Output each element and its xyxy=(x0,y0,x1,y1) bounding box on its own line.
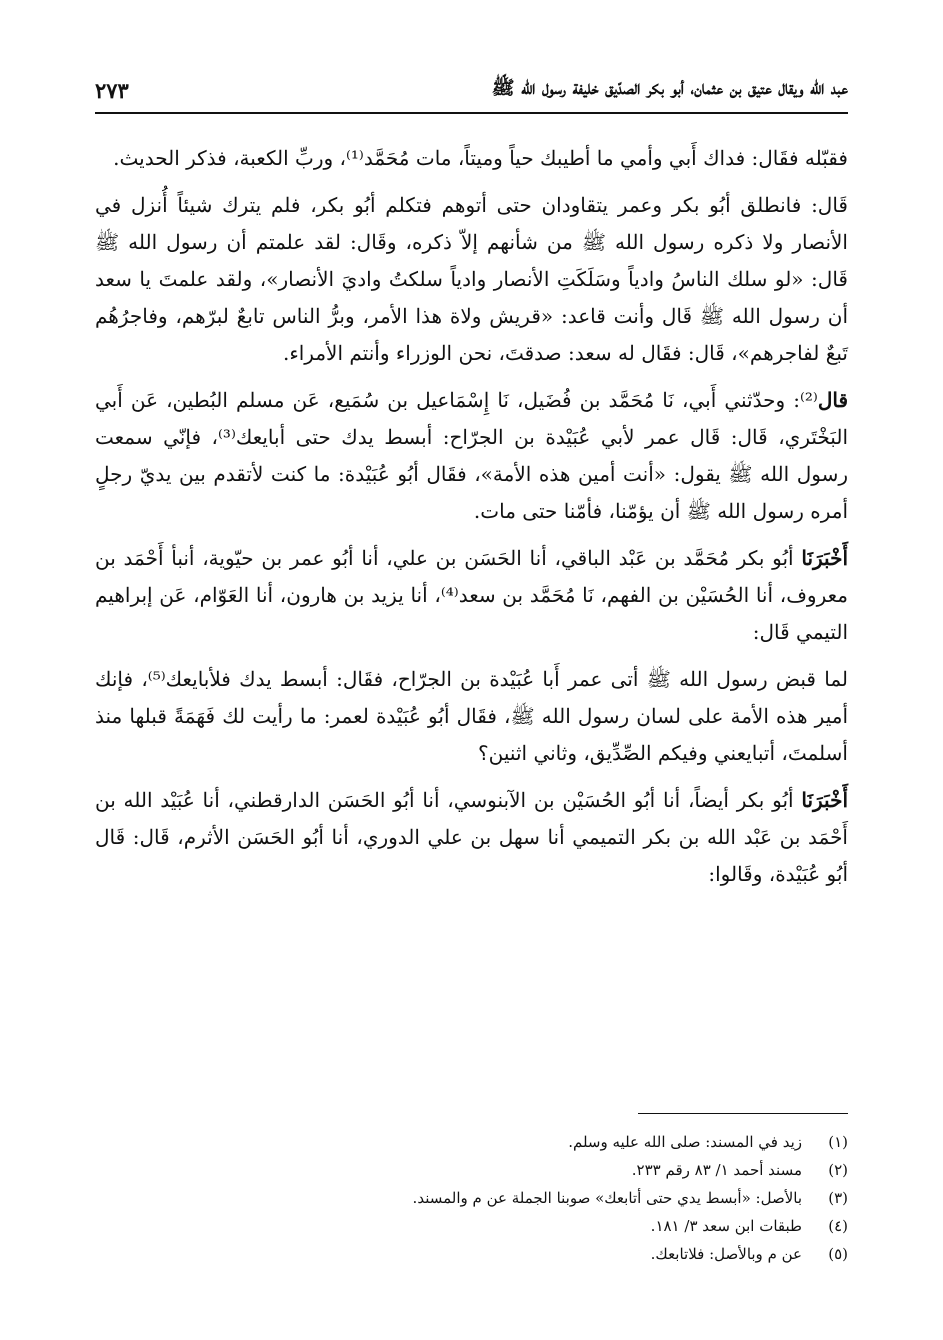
footnote-separator xyxy=(638,1113,848,1114)
paragraph-lead: أَخْبَرَنَا xyxy=(801,546,848,570)
footnote-number: (٢) xyxy=(828,1161,848,1179)
footnote-text: طبقات ابن سعد ٣/ ١٨١. xyxy=(650,1217,802,1235)
paragraph-text: قَال: فانطلق أبُو بكر وعمر يتقاودان حتى أتوهم فتكلم أبُو بكر، فلم يترك شيئاً أُنزل في الأنصار ولا ذكره رسول الله ﷺ من شأنهم إلاّ ذكره، وقَال: لقد علمتم أن رسول الله ﷺ قَال: «لو سلك الناسُ وادياً وسَلَكَتِ الأنصار وادياً سلكتُ واديَ الأنصار»، ولقد علمتَ يا سعد أن رسول الله ﷺ قَال وأنت قاعد: «قريش ولاة هذا الأمر، وبرُّ الناس تابعٌ لبرّهم، وفاجرُهُم تَبعٌ لفاجرهم»، قَال: فقَال له سعد: صدقتَ، نحن الوزراء وأنتم الأمراء. xyxy=(95,193,848,365)
paragraph xyxy=(95,382,848,530)
footnote-number: (٤) xyxy=(828,1217,848,1235)
main-text xyxy=(95,140,848,903)
footnote-number: (٣) xyxy=(828,1189,848,1207)
header-title: عبد الله ويقال عتيق بن عثمان، أبو بكر الصدّيق خليفة رسول الله ﷺ xyxy=(491,77,848,99)
footnote-text: بالأصل: «أبسط يدي حتى أتابعك» صوبنا الجملة عن م والمسند. xyxy=(412,1189,802,1207)
footnote-text: عن م وبالأصل: فلاتابعك. xyxy=(650,1245,802,1263)
footnotes xyxy=(95,1128,848,1268)
paragraph xyxy=(95,661,848,772)
page-number: ٢٧٣ xyxy=(95,77,129,103)
footnote-number: (٥) xyxy=(828,1245,848,1263)
paragraph xyxy=(95,782,848,893)
footnote-item xyxy=(95,1156,848,1184)
footnote-text: زيد في المسند: صلى الله عليه وسلم. xyxy=(568,1133,802,1151)
paragraph-text: أبُو بكر أيضاً، أنا أبُو الحُسَيْن بن الآبنوسي، أنا أبُو الحَسَن الدارقطني، أنا عُبَيْد الله بن أَحْمَد بن عَبْد الله بن بكر التميمي أنا سهل بن علي الدوري، أنا أبُو الحَسَن الأثرم، قَال: قَال أبُو عُبَيْدة، وقَالوا: xyxy=(95,788,848,886)
footnote-number: (١) xyxy=(828,1133,848,1151)
paragraph xyxy=(95,140,848,177)
paragraph-text: ⁽²⁾: وحدّثني أَبي، نَا مُحَمَّد بن فُضَيل، نَا إِسْمَاعيل بن سُمَيع، عَن مسلم البُطين، عَن أَبي البَخْتَري، قَال: قَال عمر لأبي عُبَيْدة بن الجرّاح: أبسط يدك حتى أبايعك⁽³⁾، فإنّي سمعت رسول الله ﷺ يقول: «أنت أمين هذه الأمة»، فقَال أبُو عُبَيْدة: ما كنت لأتقدم بين يديّ رجلٍ أمره رسول الله ﷺ أن يؤمّنا، فأمّنا حتى مات. xyxy=(95,388,848,523)
running-header xyxy=(95,74,848,114)
footnote-item xyxy=(95,1240,848,1268)
footnote-item xyxy=(95,1212,848,1240)
footnote-item xyxy=(95,1128,848,1156)
footnote-text: مسند أحمد ١/ ٨٣ رقم ٢٣٣. xyxy=(631,1161,802,1179)
paragraph-text: أبُو بكر مُحَمَّد بن عَبْد الباقي، أنا الحَسَن بن علي، أنا أبُو عمر بن حيّوية، أنبأ أَحْمَد بن معروف، أنا الحُسَيْن بن الفهم، نَا مُحَمَّد بن سعد⁽⁴⁾، أنا يزيد بن هارون، أنا العَوّام، عَن إبراهيم التيمي قَال: xyxy=(95,546,848,644)
paragraph-lead: أَخْبَرَنَا xyxy=(801,788,848,812)
footnote-item xyxy=(95,1184,848,1212)
paragraph-text: فقبّله فقَال: فداك أَبي وأمي ما أطيبك حياً وميتاً، مات مُحَمَّد⁽¹⁾، وربِّ الكعبة، فذكر الحديث. xyxy=(113,146,848,170)
paragraph xyxy=(95,187,848,372)
paragraph-lead: قال xyxy=(817,388,848,412)
paragraph xyxy=(95,540,848,651)
paragraph-text: لما قبض رسول الله ﷺ أتى عمر أَبا عُبَيْدة بن الجرّاح، فقَال: أبسط يدك فلأبايعك⁽⁵⁾، فإنك أمير هذه الأمة على لسان رسول الله ﷺ، فقَال أبُو عُبَيْدة لعمر: ما رأيت لك فَهَمَةً قبلها منذ أسلمتَ، أتبايعني وفيكم الصِّدِّيق، وثاني اثنين؟ xyxy=(95,667,849,765)
